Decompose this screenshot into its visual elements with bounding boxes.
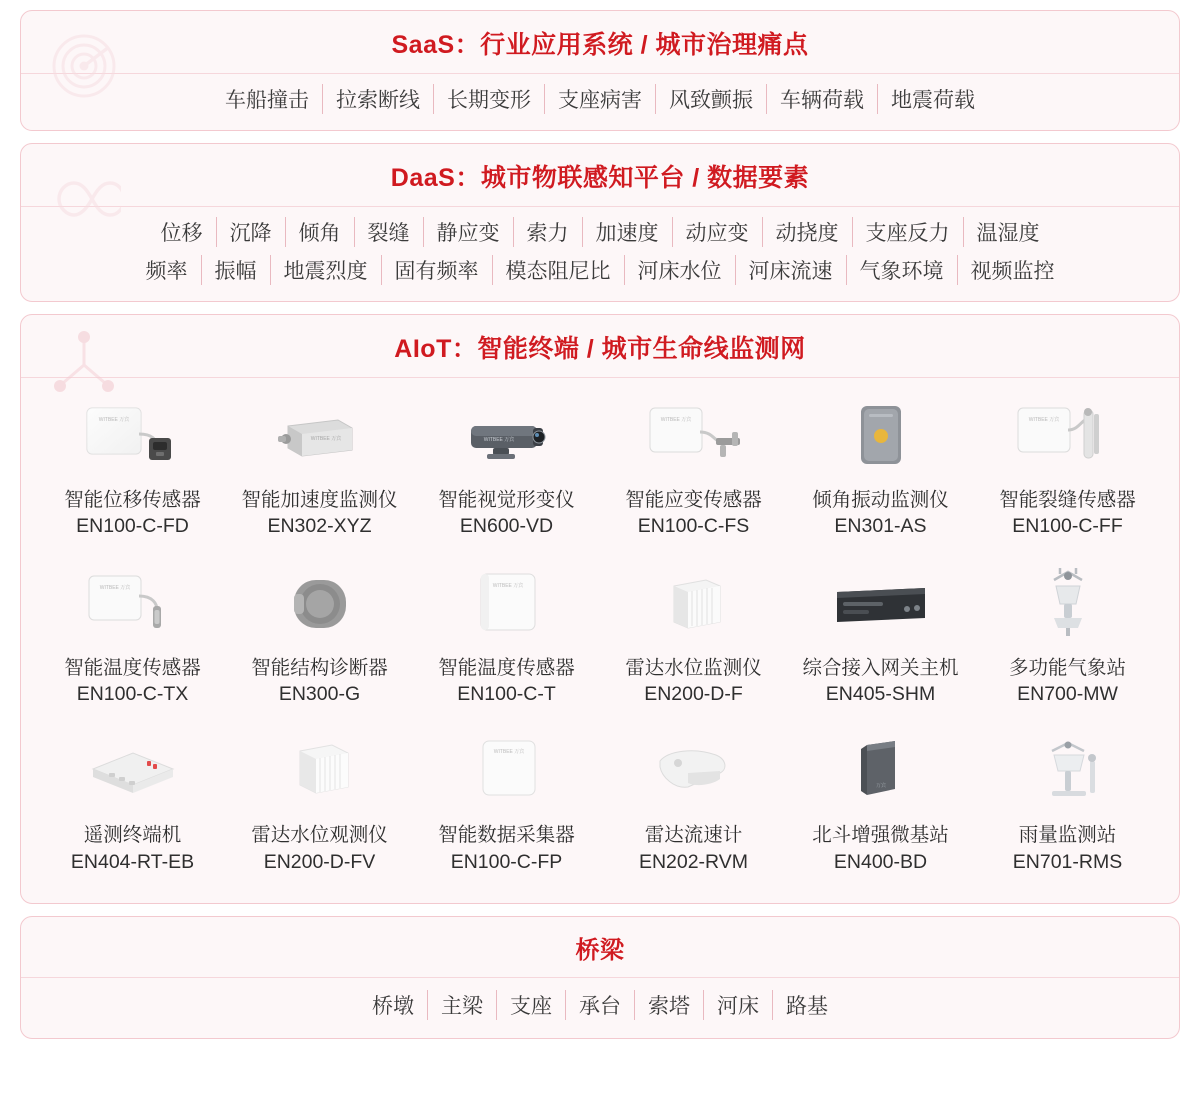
device-card[interactable] (787, 384, 974, 550)
device-card[interactable] (226, 719, 413, 885)
daas-chip: 动应变 (672, 217, 762, 247)
svg-text:WITBEE 万宾: WITBEE 万宾 (492, 582, 523, 589)
strain-sensor-icon (631, 390, 756, 482)
daas-chip: 索力 (513, 217, 582, 247)
device-label: 智能位移传感器 (64, 489, 201, 511)
telemetry-terminal-icon (70, 725, 195, 817)
bridge-chip: 承台 (565, 990, 634, 1020)
bridge-chip: 主梁 (427, 990, 496, 1020)
device-label: 雷达水位监测仪 (625, 656, 762, 679)
saas-chip: 拉索断线 (322, 84, 433, 114)
daas-chip: 气象环境 (846, 255, 957, 285)
device-model: EN701-RMS (1012, 850, 1123, 873)
bridge-chip: 支座 (496, 990, 565, 1020)
device-card[interactable] (600, 719, 787, 885)
svg-text:WITBEE 万宾: WITBEE 万宾 (660, 417, 691, 423)
svg-text:WITBEE 万宾: WITBEE 万宾 (483, 437, 514, 443)
device-label: 智能温度传感器 (438, 656, 575, 679)
saas-chip: 车辆荷载 (766, 84, 877, 114)
temperature-sensor-probe-icon (70, 558, 195, 650)
beidou-microstation-icon (818, 725, 943, 817)
device-model: EN100-C-FF (1012, 515, 1123, 538)
bridge-title: 桥梁 (575, 937, 625, 965)
aiot-panel (20, 314, 1180, 904)
saas-panel (20, 10, 1180, 131)
daas-chip: 支座反力 (852, 217, 963, 247)
aiot-title-cn: 智能终端 / 城市生命线监测网 (477, 335, 806, 363)
saas-title-en: SaaS： (391, 31, 481, 59)
bridge-chip: 索塔 (634, 990, 703, 1020)
device-card[interactable] (413, 384, 600, 550)
device-model: EN301-AS (834, 515, 927, 538)
weather-station-multi-icon (1005, 558, 1130, 650)
daas-title-cn: 城市物联感知平台 / 数据要素 (480, 164, 810, 192)
saas-chip-list (21, 74, 1179, 130)
saas-chip: 车船撞击 (225, 89, 309, 112)
daas-chip-row-2 (21, 251, 1179, 301)
aiot-title (21, 315, 1179, 369)
gateway-host-icon (818, 558, 943, 650)
daas-chip: 沉降 (216, 217, 285, 247)
daas-panel (20, 143, 1180, 302)
accelerometer-box-icon (257, 390, 382, 482)
device-card[interactable] (974, 552, 1161, 718)
daas-chip: 倾角 (285, 217, 354, 247)
device-model: EN100-C-FP (450, 850, 563, 873)
device-card[interactable] (39, 384, 226, 550)
daas-chip: 加速度 (582, 217, 672, 247)
bridge-panel (20, 916, 1180, 1039)
device-card[interactable] (974, 384, 1161, 550)
device-label: 智能应变传感器 (625, 489, 762, 511)
device-label: 智能视觉形变仪 (438, 489, 575, 511)
daas-chip: 地震烈度 (270, 255, 381, 285)
svg-text:WITBEE 万宾: WITBEE 万宾 (493, 749, 524, 756)
crack-sensor-icon (1005, 390, 1130, 482)
vision-camera-icon (444, 390, 569, 482)
saas-title (21, 11, 1179, 65)
svg-text:WITBEE 万宾: WITBEE 万宾 (99, 584, 130, 591)
bridge-chip-list (21, 978, 1179, 1038)
temperature-sensor-panel-icon (444, 558, 569, 650)
daas-chip: 位移 (160, 222, 203, 245)
daas-chip: 河床流速 (735, 255, 846, 285)
daas-chip: 动挠度 (762, 217, 852, 247)
daas-chip: 振幅 (201, 255, 270, 285)
device-model: EN302-XYZ (267, 515, 372, 538)
daas-chip: 裂缝 (354, 217, 423, 247)
saas-chip: 风致颤振 (655, 84, 766, 114)
saas-chip: 地震荷载 (877, 84, 988, 114)
data-collector-icon (444, 725, 569, 817)
aiot-device-grid (21, 378, 1179, 903)
device-card[interactable] (39, 719, 226, 885)
device-card[interactable] (600, 384, 787, 550)
device-card[interactable] (39, 552, 226, 718)
bridge-chip: 路基 (772, 990, 841, 1020)
device-card[interactable] (787, 719, 974, 885)
daas-chip: 视频监控 (957, 255, 1068, 285)
network-nodes-watermark-icon (47, 325, 121, 399)
device-card[interactable] (787, 552, 974, 718)
device-card[interactable] (226, 552, 413, 718)
daas-title-en: DaaS： (390, 164, 481, 192)
device-card[interactable] (974, 719, 1161, 885)
device-model: EN100-C-TX (76, 683, 189, 706)
device-model: EN100-C-FD (76, 515, 189, 538)
device-label: 智能结构诊断器 (251, 656, 388, 679)
svg-text:万宾: 万宾 (875, 783, 886, 790)
device-model: EN700-MW (1017, 683, 1118, 706)
svg-text:WITBEE 万宾: WITBEE 万宾 (98, 417, 129, 423)
infinity-watermark-icon (47, 162, 121, 236)
bridge-chip: 河床 (703, 990, 772, 1020)
svg-text:WITBEE 万宾: WITBEE 万宾 (1028, 417, 1059, 423)
device-model: EN200-D-FV (263, 850, 376, 873)
saas-chip: 支座病害 (544, 84, 655, 114)
device-model: EN202-RVM (638, 850, 749, 873)
daas-chip: 频率 (145, 260, 188, 283)
device-card[interactable] (226, 384, 413, 550)
svg-text:WITBEE 万宾: WITBEE 万宾 (310, 436, 341, 442)
device-label: 倾角振动监测仪 (812, 489, 949, 511)
device-model: EN400-BD (833, 850, 928, 873)
device-label: 雷达水位观测仪 (251, 824, 388, 847)
radar-level-observer-icon (257, 725, 382, 817)
daas-chip: 温湿度 (963, 217, 1053, 247)
daas-chip-row-1 (21, 207, 1179, 251)
daas-chip: 河床水位 (624, 255, 735, 285)
aiot-title-en: AIoT： (394, 335, 478, 363)
daas-chip: 固有频率 (381, 255, 492, 285)
saas-title-cn: 行业应用系统 / 城市治理痛点 (480, 31, 809, 59)
daas-title (21, 144, 1179, 198)
device-label: 智能温度传感器 (64, 656, 201, 679)
device-card[interactable] (413, 552, 600, 718)
structure-diagnoser-icon (257, 558, 382, 650)
daas-chip: 静应变 (423, 217, 513, 247)
radar-level-meter-icon (631, 558, 756, 650)
device-model: EN405-SHM (825, 683, 936, 706)
inclinometer-icon (818, 390, 943, 482)
daas-chip: 模态阻尼比 (492, 255, 624, 285)
device-label: 雷达流速计 (644, 824, 743, 847)
radar-velocity-meter-icon (631, 725, 756, 817)
displacement-sensor-icon (70, 390, 195, 482)
bridge-chip: 桥墩 (372, 995, 414, 1019)
device-model: EN100-C-T (457, 683, 556, 706)
device-model: EN100-C-FS (637, 515, 750, 538)
device-label: 北斗增强微基站 (812, 824, 949, 847)
device-model: EN600-VD (459, 515, 554, 538)
device-model: EN300-G (278, 683, 361, 706)
device-card[interactable] (413, 719, 600, 885)
device-label: 多功能气象站 (1008, 656, 1126, 679)
rain-gauge-station-icon (1005, 725, 1130, 817)
device-card[interactable] (600, 552, 787, 718)
device-label: 智能数据采集器 (438, 824, 575, 847)
device-label: 遥测终端机 (83, 824, 182, 847)
saas-chip: 长期变形 (433, 84, 544, 114)
device-model: EN200-D-F (644, 683, 743, 706)
device-label: 综合接入网关主机 (802, 656, 959, 679)
target-watermark-icon (47, 29, 121, 103)
device-label: 智能裂缝传感器 (999, 489, 1136, 511)
device-model: EN404-RT-EB (70, 850, 195, 873)
device-label: 雨量监测站 (1018, 824, 1117, 847)
device-label: 智能加速度监测仪 (241, 489, 398, 511)
